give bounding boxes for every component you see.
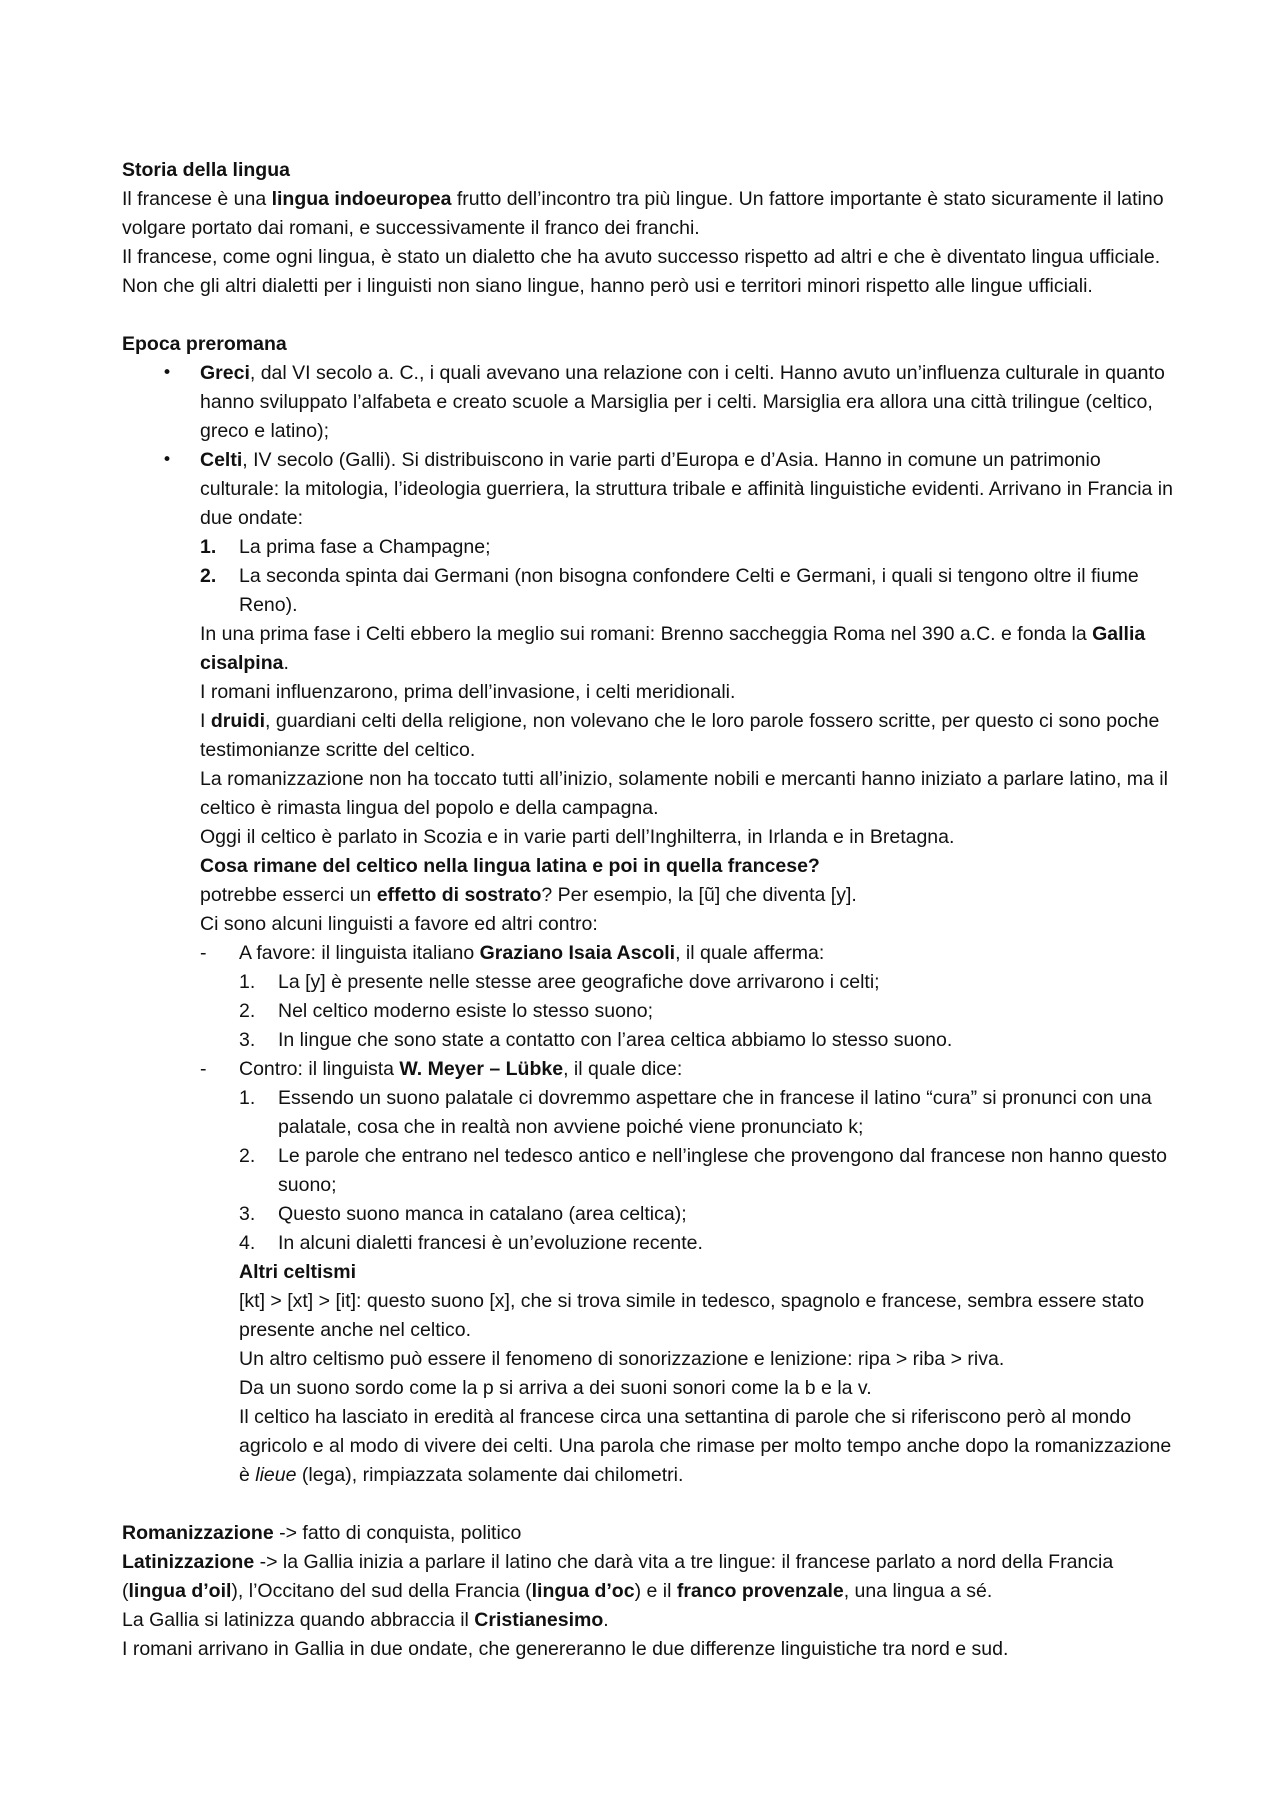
paragraph: Il francese, come ogni lingua, è stato un dialetto che ha avuto successo rispetto ad altri e che è diventato lingua ufficiale. Non che gli altri dialetti per i linguisti non siano lingue, hanno però usi e territori minori rispetto alle lingue ufficiali. [122,246,1161,297]
paragraph: Romanizzazione -> fatto di conquista, politico [122,1522,522,1544]
list-item: 2. Nel celtico moderno esiste lo stesso suono; [239,1000,654,1022]
bullet-list [122,359,1182,1490]
list-item: 2. Le parole che entrano nel tedesco antico e nell’inglese che provengono dal francese non hanno questo suono; [239,1145,1167,1196]
list-item: 3. Questo suono manca in catalano (area celtica); [239,1203,687,1225]
spacer [122,1490,1182,1519]
list-item: 1. La prima fase a Champagne; [200,536,491,558]
ondate-list [200,533,1182,620]
paragraph: La romanizzazione non ha toccato tutti all’inizio, solamente nobili e mercanti hanno iniziato a parlare latino, ma il celtico è rimasta lingua del popolo e della campagna. [200,768,1168,819]
contro-list [239,1084,1182,1258]
paragraph: I romani arrivano in Gallia in due ondate, che genereranno le due differenze linguistiche tra nord e sud. [122,1638,1009,1660]
subheading: Altri celtismi [239,1261,357,1283]
paragraph: Un altro celtismo può essere il fenomeno di sonorizzazione e lenizione: ripa > riba > riva. [239,1348,1005,1370]
list-item: 2. La seconda spinta dai Germani (non bisogna confondere Celti e Germani, i quali si tengono oltre il fiume Reno). [200,565,1139,616]
paragraph: In una prima fase i Celti ebbero la meglio sui romani: Brenno saccheggia Roma nel 390 a.C. e fonda la Gallia cisalpina. [200,623,1146,674]
paragraph: La Gallia si latinizza quando abbraccia il Cristianesimo. [122,1609,609,1631]
list-item: 4. In alcuni dialetti francesi è un’evoluzione recente. [239,1232,703,1254]
section-title: Storia della lingua [122,159,290,181]
list-item: 3. In lingue che sono state a contatto con l’area celtica abbiamo lo stesso suono. [239,1029,953,1051]
dash-item-favore: - A favore: il linguista italiano Graziano Isaia Ascoli, il quale afferma: 1. La [y] è presente nelle stesse aree geografiche dove arrivarono i celti; 2. Nel celtico moderno esiste lo stesso suono; 3. In lingue che sono state a contatto con l’area celtica abbiamo lo stesso suono. [200,939,1182,1055]
subheading: Cosa rimane del celtico nella lingua latina e poi in quella francese? [200,855,820,877]
paragraph: Ci sono alcuni linguisti a favore ed altri contro: [200,913,598,935]
paragraph: [kt] > [xt] > [it]: questo suono [x], che si trova simile in tedesco, spagnolo e francese, sembra essere stato presente anche nel celtico. [239,1290,1145,1341]
paragraph: I druidi, guardiani celti della religione, non volevano che le loro parole fossero scritte, per questo ci sono poche testimonianze scritte del celtico. [200,710,1160,761]
bullet-item-greci: • Greci, dal VI secolo a. C., i quali avevano una relazione con i celti. Hanno avuto un’influenza culturale in quanto hanno sviluppato l’alfabeta e creato scuole a Marsiglia per i celti. Marsiglia era allora una città trilingue (celtico, greco e latino); [122,359,1182,446]
favore-list [239,968,1182,1055]
paragraph: Il francese è una lingua indoeuropea frutto dell’incontro tra più lingue. Un fattore importante è stato sicuramente il latino volgare portato dai romani, e successivamente il franco dei franchi. [122,188,1164,239]
paragraph: Oggi il celtico è parlato in Scozia e in varie parti dell’Inghilterra, in Irlanda e in Bretagna. [200,826,955,848]
list-item: 1. La [y] è presente nelle stesse aree geografiche dove arrivarono i celti; [239,971,880,993]
paragraph: potrebbe esserci un effetto di sostrato? Per esempio, la [ũ] che diventa [y]. [200,884,857,906]
paragraph: Latinizzazione -> la Gallia inizia a parlare il latino che darà vita a tre lingue: il francese parlato a nord della Francia (lingua d’oil), l’Occitano del sud della Francia (lingua d’oc) e il franco provenzale, una lingua a sé. [122,1551,1114,1602]
dash-item-contro: - Contro: il linguista W. Meyer – Lübke, il quale dice: 1. Essendo un suono palatale ci dovremmo aspettare che in francese il latino “cura” si pronunci con una palatale, cosa che in realtà non avviene poiché viene pronunciato k; 2. Le parole che entrano nel tedesco antico e nell’inglese che provengono dal francese non hanno questo suono; 3. Questo suono manca in catalano (area celtica); 4. In alcuni dialetti francesi è un’evoluzione recente. Altri celtismi [kt] > [xt] > [it]: questo suono [x], che si trova simile in tedesco, spagnolo e francese, sembra essere stato presente anche nel celtico. Un altro celtismo può essere il fenomeno di sonorizzazione e lenizione: ripa > riba > riva. Da un suono sordo come la p si arriva a dei suoni sonori come la b e la v. Il celtico ha lasciato in eredità al francese circa una settantina di parole che si riferiscono però al mondo agricolo e al modo di vivere dei celti. Una parola che rimase per molto tempo anche dopo la romanizzazione è lieue (lega), rimpiazzata solamente dai chilometri. [200,1055,1182,1490]
paragraph: Il celtico ha lasciato in eredità al francese circa una settantina di parole che si riferiscono però al mondo agricolo e al modo di vivere dei celti. Una parola che rimase per molto tempo anche dopo la romanizzazione è lieue (lega), rimpiazzata solamente dai chilometri. [239,1406,1172,1486]
list-item: 1. Essendo un suono palatale ci dovremmo aspettare che in francese il latino “cura” si pronunci con una palatale, cosa che in realtà non avviene poiché viene pronunciato k; [239,1087,1152,1138]
paragraph: I romani influenzarono, prima dell’invasione, i celti meridionali. [200,681,736,703]
section-title: Epoca preromana [122,333,287,355]
bullet-item-celti: • Celti, IV secolo (Galli). Si distribuiscono in varie parti d’Europa e d’Asia. Hanno in comune un patrimonio culturale: la mitologia, l’ideologia guerriera, la struttura tribale e affinità linguistiche evidenti. Arrivano in Francia in due ondate: 1. La prima fase a Champagne; 2. La seconda spinta dai Germani (non bisogna confondere Celti e Germani, i quali si tengono oltre il fiume Reno). In una prima fase i Celti ebbero la meglio sui romani: Brenno saccheggia Roma nel 390 a.C. e fonda la Gallia cisalpina. I romani influenzarono, prima dell’invasione, i celti meridionali. I druidi, guardiani celti della religione, non volevano che le loro parole fossero scritte, per questo ci sono poche testimonianze scritte del celtico. La romanizzazione non ha toccato tutti all’inizio, solamente nobili e mercanti hanno iniziato a parlare latino, ma il celtico è rimasta lingua del popolo e della campagna. Oggi il celtico è parlato in Scozia e in varie parti dell’Inghilterra, in Irlanda e in Bretagna. Cosa rimane del celtico nella lingua latina e poi in quella francese? potrebbe esserci un effetto di sostrato? Per esempio, la [ũ] che diventa [y]. Ci sono alcuni linguisti a favore ed altri contro: - A favore: il linguista italiano Graziano Isaia Ascoli, il quale afferma: 1. La [y] è presente nelle stesse aree geografiche dove arrivarono i celti; 2. Nel celtico moderno esiste lo stesso suono; 3. In lingue che sono state a contatto con l’area celtica abbiamo lo stesso suono. - Contro: il linguista W. Meyer – Lübke, il quale dice: 1. Essendo un suono palatale ci dovremmo aspettare che in francese il latino “cura” si pronunci con una palatale, cosa che in realtà non avviene poiché viene pronunciato k; 2. Le parole che entrano nel tedesco antico e nell’inglese che provengono dal francese non hanno questo suono; 3. Questo suono manca in catalano (area celtica); 4. In alcuni dialetti francesi è un’evoluzione recente. Altri celtismi [kt] > [xt] > [it]: questo suono [x], che si trova simile in tedesco, spagnolo e francese, sembra essere stato presente anche nel celtico. Un altro celtismo può essere il fenomeno di sonorizzazione e lenizione: ripa > riba > riva. Da un suono sordo come la p si arriva a dei suoni sonori come la b e la v. Il celtico ha lasciato in eredità al francese circa una settantina di parole che si riferiscono però al mondo agricolo e al modo di vivere dei celti. Una parola che rimase per molto tempo anche dopo la romanizzazione è lieue (lega), rimpiazzata solamente dai chilometri. [122,446,1182,1490]
dash-list [200,939,1182,1490]
document-page [122,156,1182,1664]
spacer [122,301,1182,330]
paragraph: Da un suono sordo come la p si arriva a dei suoni sonori come la b e la v. [239,1377,872,1399]
